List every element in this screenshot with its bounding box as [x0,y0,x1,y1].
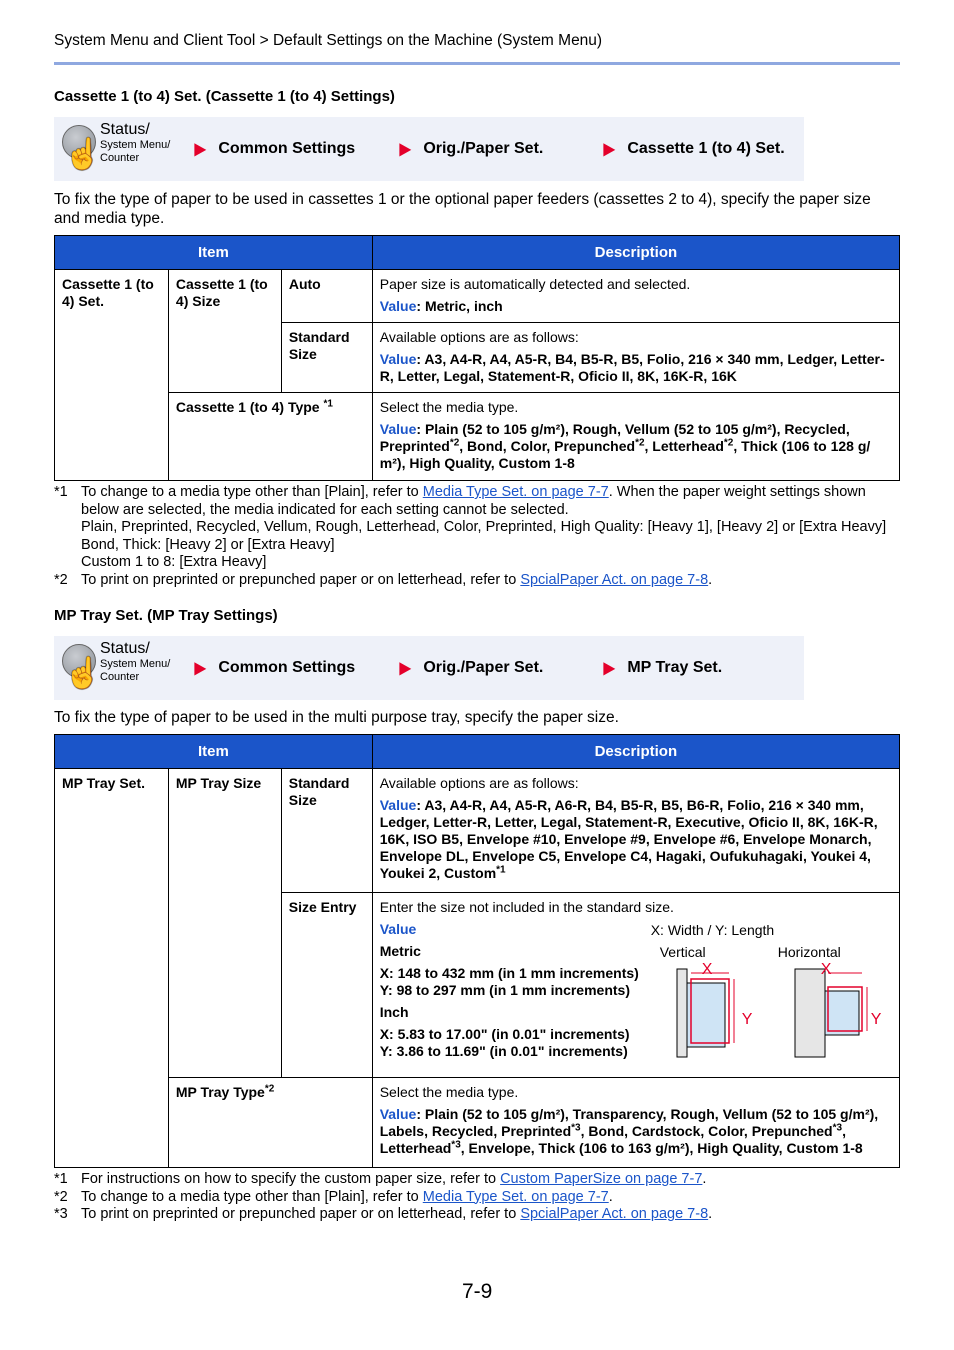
section-title-cassette: Cassette 1 (to 4) Set. (Cassette 1 (to 4) Settings) [54,88,395,105]
nav-step-1: ▶ Common Settings [194,140,356,158]
key-label-status: Status/ [100,640,150,657]
table-row [55,270,900,323]
desc-standard-size: Available options are as follows: Value: A3, A4-R, A4, A5-R, B4, B5-R, B5, Folio, 216 × 340 mm, Ledger, Letter-R, Letter, Legal, Statement-R, Oficio II, 8K, 16K-R, 16K [372,323,899,393]
link-media-type-set[interactable]: Media Type Set. on page 7-7 [422,1188,609,1205]
figure-label-horizontal: Horizontal [777,944,841,960]
nav-step-1: ▶ Common Settings [194,659,356,677]
key-label-system-menu: System Menu/ [100,658,171,670]
header-item: Item [55,735,373,769]
arrow-right-icon: ▶ [194,660,206,677]
arrow-right-icon: ▶ [603,141,615,158]
item-auto: Auto [281,270,372,323]
item-cassette-type: Cassette 1 (to 4) Type $^{*1}$ [168,393,372,481]
horizontal-x-label: X [820,961,832,978]
intro-cassette: To fix the type of paper to be used in cassettes 1 or the optional paper feeders (cassettes 2 to 4), specify the paper size and media type. [54,191,871,227]
item-mp-tray-set: MP Tray Set. [55,769,169,1168]
item-size-entry: Size Entry [281,893,372,1078]
item-standard-size: Standard Size [281,323,372,393]
nav-step-3: ▶ MP Tray Set. [603,659,723,677]
hand-pointer-icon: ☝ [64,657,102,690]
nav-step-2: ▶ Orig./Paper Set. [399,140,544,158]
hand-pointer-icon: ☝ [64,138,102,171]
link-special-paper-act[interactable]: SpcialPaper Act. on page 7-8 [520,1206,709,1222]
footnote-3: *3 To print on preprinted or prepunched paper or on letterhead, refer to SpcialPaper Act. on page 7-8. [54,1206,713,1222]
table-header-row [55,735,900,769]
status-key-icon [60,640,180,700]
footnote-1: *1 To change to a media type other than [Plain], refer to Media Type Set. on page 7-7. When the paper weight settings shown below are selected, the media indicated for each setting cannot be selected. Plain, Preprinted, Recycled, Vellum, Rough, Letterhead, Color, Preprinted, High Quality: [Heavy 1], [Heavy 2] or [Extra Heavy] Bond, Thick: [Heavy 2] or [Extra Heavy] Custom 1 to 8: [Extra Heavy] [54,484,887,570]
vertical-y-label: Y [741,1011,753,1028]
table-row [55,1078,900,1168]
desc-auto: Paper size is automatically detected and selected. Value: Metric, inch [372,270,899,323]
horizontal-y-label: Y [870,1011,882,1028]
item-standard-size: Standard Size [281,769,372,893]
page-header: System Menu and Client Tool > Default Settings on the Machine (System Menu) [54,32,603,49]
nav-step-3: ▶ Cassette 1 (to 4) Set. [603,140,785,158]
arrow-right-icon: ▶ [194,141,206,158]
footnote-2: *2 To print on preprinted or prepunched paper or on letterhead, refer to SpcialPaper Act. on page 7-8. [54,571,713,588]
item-cassette-size: Cassette 1 (to 4) Size [168,270,281,393]
item-cassette-set: Cassette 1 (to 4) Set. [55,270,169,481]
nav-step-2: ▶ Orig./Paper Set. [399,659,544,677]
figure-label-vertical: Vertical [659,944,706,960]
item-mp-tray-type: MP Tray Type$^{*2}$ [168,1078,372,1168]
settings-table-cassette [54,235,900,481]
footnote-1: *1 For instructions on how to specify the custom paper size, refer to Custom PaperSize on page 7-7. [54,1171,707,1187]
key-label-counter: Counter [100,671,140,683]
settings-table-mp-tray [54,734,900,1168]
desc-standard-size: Available options are as follows: Value: A3, A4-R, A4, A5-R, A6-R, B4, B5-R, B5, B6-R, Folio, 216 × 340 mm, Ledger, Letter-R, Letter, Legal, Statement-R, Executive, Oficio II, 8K, 16K-R, 16K, ISO B5, Envelope #10, Envelope #9, Envelope #6, Envelope Monarch, Envelope DL, Envelope C5, Envelope C4, Hagaki, Oufukuhagaki, Youkei 4, Youkei 2, Custom$^{*1}$ [372,769,899,893]
figure-caption: X: Width / Y: Length [650,922,775,938]
link-special-paper-act[interactable]: SpcialPaper Act. on page 7-8 [520,571,709,588]
table-header-row [55,236,900,270]
desc-cassette-type: Select the media type. Value: Plain (52 to 105 g/m²), Rough, Vellum (52 to 105 g/m²), Recycled, Preprinted$^{*2}$, Bond, Color, Prepunched$^{*2}$, Letterhead$^{*2}$, Thick (106 to 128 g/ m²), High Quality, Custom 1-8 [372,393,899,481]
page-number: 7-9 [462,1280,493,1303]
vertical-x-label: X [701,961,713,978]
section-title-mp-tray: MP Tray Set. (MP Tray Settings) [54,607,278,624]
header-description: Description [372,236,899,270]
header-item: Item [55,236,373,270]
footnotes-mp-tray [54,1171,900,1224]
footnote-2: *2 To change to a media type other than [Plain], refer to Media Type Set. on page 7-7. [54,1188,613,1205]
header-rule [54,62,900,65]
arrow-right-icon: ▶ [399,660,411,677]
nav-path-mp-tray [54,636,804,700]
desc-size-entry: Enter the size not included in the standard size. Value Metric X: 148 to 432 mm (in 1 mm increments) Y: 98 to 297 mm (in 1 mm increments) Inch X: 5.83 to 17.00" (in 0.01" increments) Y: 3.86 to 11.69" (in 0.01" increments) X: Width / Y: Length Vertical Horizontal X Y X Y [372,893,899,1078]
nav-path-cassette [54,117,804,181]
footnotes-cassette [54,484,900,589]
arrow-right-icon: ▶ [399,141,411,158]
link-media-type-set[interactable]: Media Type Set. on page 7-7 [422,484,609,500]
arrow-right-icon: ▶ [603,660,615,677]
table-row [55,769,900,893]
item-mp-tray-size: MP Tray Size [168,769,281,1078]
status-key-icon [60,121,180,181]
key-label-system-menu: System Menu/ [100,139,171,151]
desc-mp-tray-type: Select the media type. Value: Plain (52 to 105 g/m²), Transparency, Rough, Vellum (52 to 105 g/m²), Labels, Recycled, Preprinted$^{*3}$, Bond, Cardstock, Color, Prepunched$^{*3}$, Letterhead$^{*3}$, Envelope, Thick (106 to 163 g/m²), High Quality, Custom 1-8 [372,1078,899,1168]
table-row [55,393,900,481]
horizontal-paper-diagram [788,961,878,1061]
intro-mp-tray: To fix the type of paper to be used in the multi purpose tray, specify the paper size. [54,709,619,726]
link-custom-paper-size[interactable]: Custom PaperSize on page 7-7 [500,1171,703,1187]
header-description: Description [372,735,899,769]
key-label-status: Status/ [100,121,150,138]
key-label-counter: Counter [100,152,140,164]
